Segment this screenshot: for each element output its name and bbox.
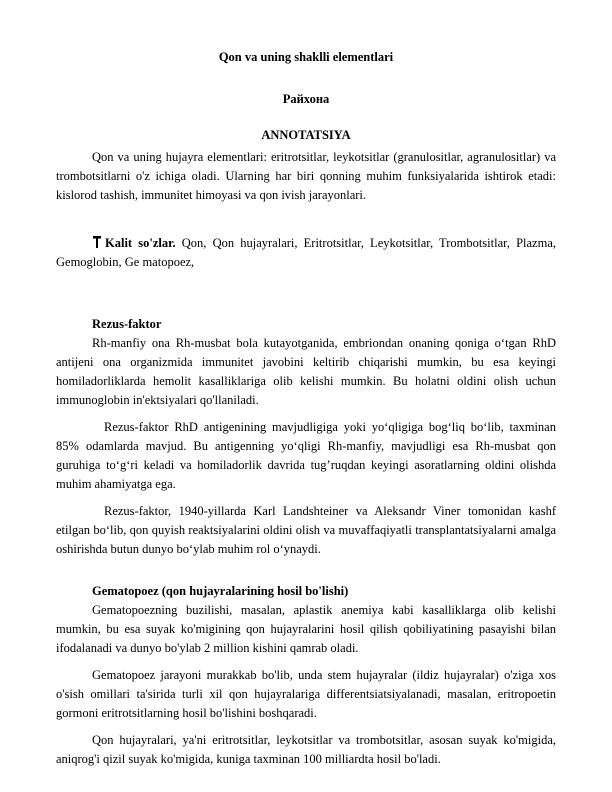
section-rezus xyxy=(56,315,556,559)
pin-icon xyxy=(92,236,102,248)
author-name: Райхона xyxy=(282,92,330,106)
section-paragraph: Gematopoezning buzilishi, masalan, aplastik anemiya kabi kasalliklarga olib kelishi mumkin, bu esa suyak ko'migining qon hujayralarini hosil qilish qobiliyatining pasayishi bilan ifodalanadi va dunyo bo'ylab 2 million kishini qamrab oladi. xyxy=(56,603,556,655)
document-title: Qon va uning shaklli elementlari xyxy=(218,50,394,64)
section-paragraph: Qon hujayralari, ya'ni eritrotsitlar, leykotsitlar va trombotsitlar, asosan suyak ko'migida, aniqrog'i qizil suyak ko'migida, kuniga taxminan 100 milliardta hosil bo'ladi. xyxy=(56,733,556,766)
keywords-paragraph xyxy=(56,234,556,272)
section-paragraph: Gematopoez jarayoni murakkab bo'lib, unda stem hujayralar (ildiz hujayralar) o'ziga xos o'sish omillari ta'sirida turli xil qon hujayralariga differentsiatsiyalanadi, masalan, eritropoetin gormoni eritrotsitlarning hosil bo'lishini boshqaradi. xyxy=(56,668,556,720)
section-paragraph: Rezus-faktor, 1940-yillarda Karl Landshteiner va Aleksandr Viner tomonidan kashf etilgan boʻlib, qon quyish reaktsiyalarini oldini olish va muvaffaqiyatli transplantatsiyalarni amalga oshirishda butun dunyo boʻylab muhim rol oʻynaydi. xyxy=(56,504,556,556)
section-heading: Rezus-faktor xyxy=(92,317,162,331)
annotation-heading-text: ANNOTATSIYA xyxy=(261,128,351,142)
section-gematopoez xyxy=(56,582,556,769)
annotation-heading xyxy=(0,128,612,143)
annotation-paragraph: Qon va uning hujayra elementlari: eritrotsitlar, leykotsitlar (granulositlar, agranulositlar) va trombotsitlarni o'z ichiga oladi. Ularning har biri qonning muhim funksiyalarida ishtirok etadi: kislorod tashish, immunitet himoyasi va qon ivish jarayonlari. xyxy=(56,150,556,202)
section-paragraph: Rezus-faktor RhD antigenining mavjudligiga yoki yoʻqligiga bogʻliq boʻlib, taxminan 85% odamlarda mavjud. Bu antigenning yoʻqligi Rh-manfiy, mavjudligi esa Rh-musbat qon guruhiga toʻgʻri keladi va homiladorlik davrida tugʼruqdan keyingi asoratlarning oldini olishda muhim ahamiyatga ega. xyxy=(56,420,556,491)
keywords-label: Kalit so'zlar. xyxy=(105,236,176,250)
keywords-list: Qon, Qon hujayralari, Eritrotsitlar, Leykotsitlar, Trombotsitlar, Plazma, Gemoglobin, Ge matopoez, xyxy=(56,236,556,269)
section-paragraph: Rh-manfiy ona Rh-musbat bola kutayotganida, embriondan onaning qoniga oʻtgan RhD antijeni ona organizmida immunitet javobini keltirib chiqarishi mumkin, bu esa keyingi homiladorliklarda hemolit kasalliklariga olib kelishi mumkin. Bu holatni oldini olish uchun immunoglobin in'ektsiyalari qo'llaniladi. xyxy=(56,336,556,407)
section-heading: Gematopoez (qon hujayralarining hosil bo'lishi) xyxy=(92,584,349,598)
